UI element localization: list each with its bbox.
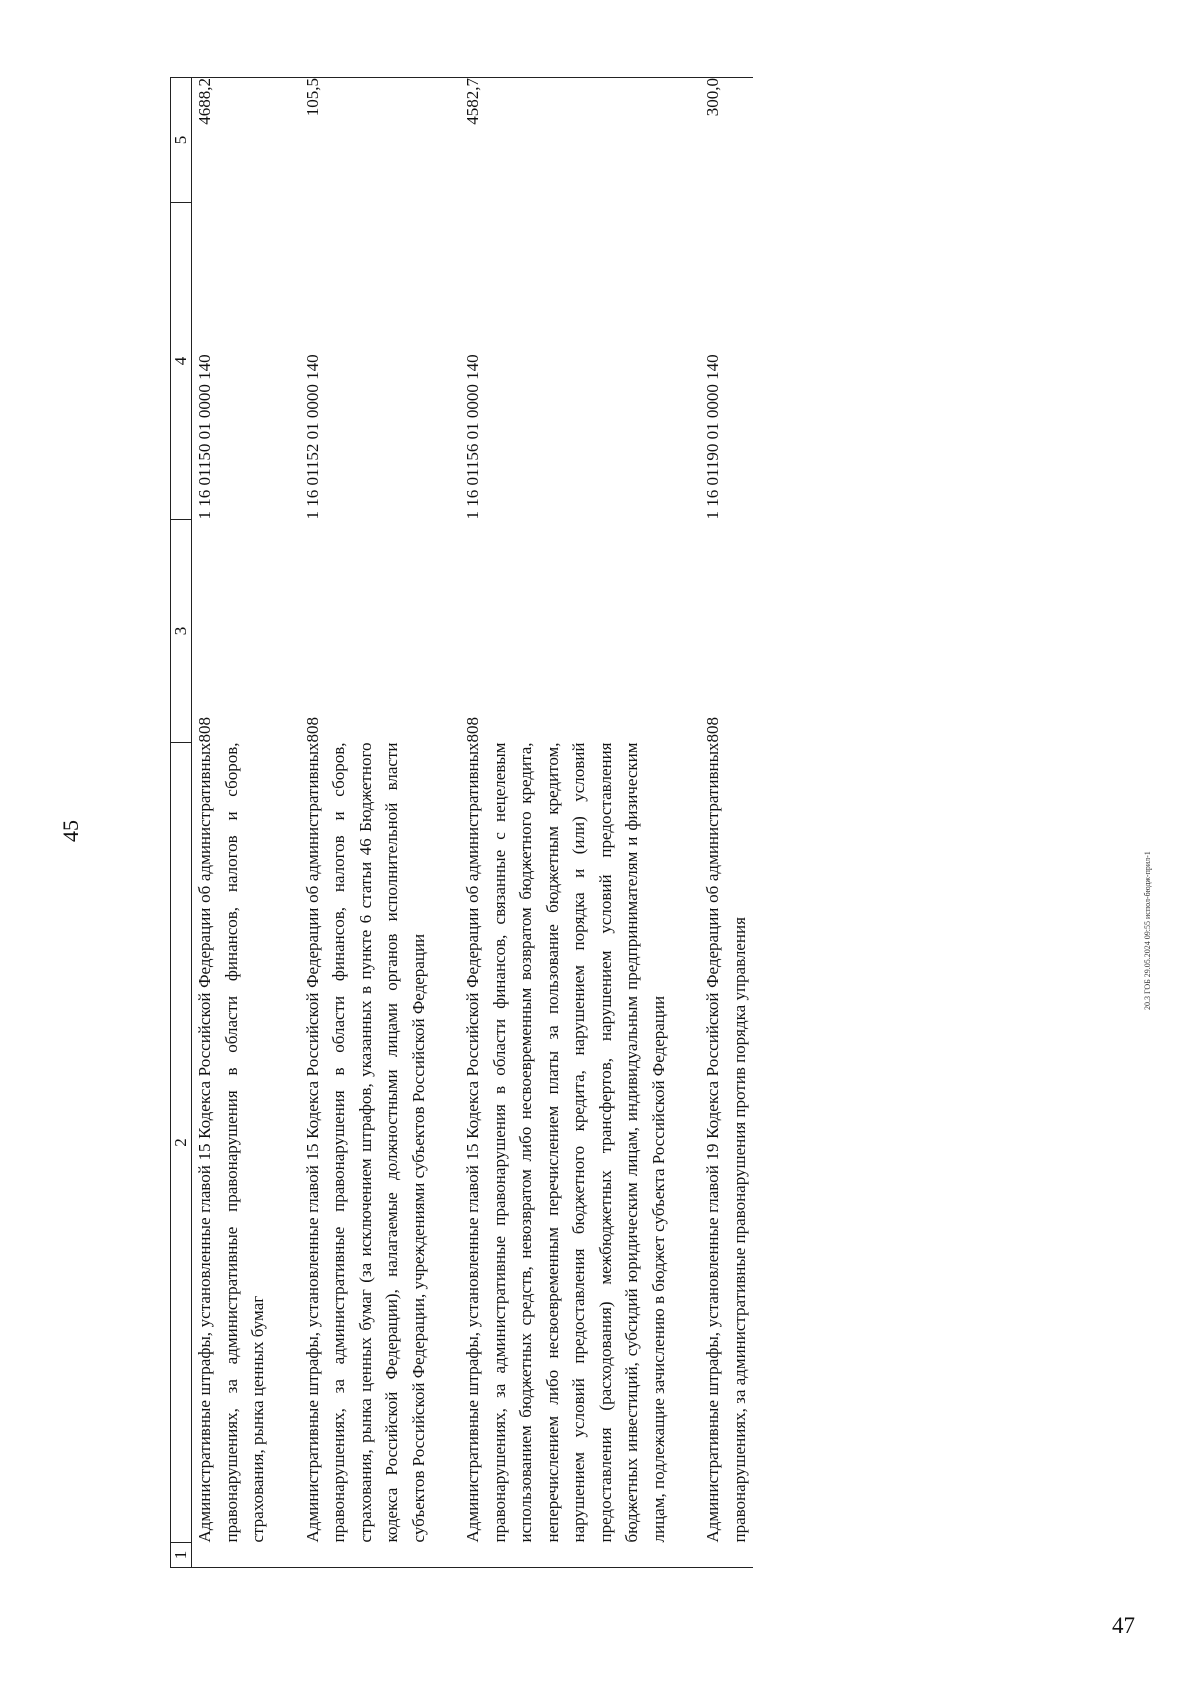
row-amount: 300,0 bbox=[700, 78, 753, 203]
row-admin-code: 808 bbox=[195, 717, 214, 743]
table-row bbox=[300, 78, 461, 1568]
row-amount: 4688,2 bbox=[192, 78, 300, 203]
row-col1 bbox=[460, 1543, 700, 1568]
row-admin-code: 808 bbox=[302, 717, 322, 743]
row-col1 bbox=[300, 1543, 461, 1568]
row-col1 bbox=[700, 1543, 753, 1568]
row-budget-code: 1 16 01156 01 0000 140 bbox=[463, 354, 482, 520]
document-table-container bbox=[170, 78, 950, 1568]
print-stamp: 20.3 ГОБ 29.05.2024 09:55 испол-бюдж-прил-1 bbox=[1143, 851, 1152, 1010]
row-amount: 4582,7 bbox=[460, 78, 700, 203]
column-number-2: 2 bbox=[171, 743, 192, 1543]
row-budget-code: 1 16 01152 01 0000 140 bbox=[302, 354, 322, 520]
row-description: Административные штрафы, установленные главой 15 Кодекса Российской Федерации об административных правонарушениях, за административные правонарушения в области финансов, связанные с нецелевым использованием бюджетных средств, невозвратом либо несвоевременным возвратом бюджетного кредита, неперечислением либо несвоевременным перечислением платы за пользование бюджетным кредитом, нарушением условий предоставления бюджетного кредита, нарушением порядка и (или) условий предоставления (расходования) межбюджетных трансфертов, нарушением условий предоставления бюджетных инвестиций, субсидий юридическим лицам, индивидуальным предпринимателям и физическим лицам, подлежащие зачислению в бюджет субъекта Российской Федерации bbox=[463, 742, 668, 1543]
sheet-number: 47 bbox=[1112, 1613, 1135, 1638]
column-number-1: 1 bbox=[171, 1543, 192, 1568]
row-amount: 105,5 bbox=[300, 78, 461, 203]
column-number-header-row bbox=[171, 78, 192, 1568]
row-budget-code: 1 16 01150 01 0000 140 bbox=[195, 354, 214, 520]
row-col1 bbox=[192, 1543, 300, 1568]
row-description: Административные штрафы, установленные главой 15 Кодекса Российской Федерации об административных правонарушениях, за административные правонарушения в области финансов, налогов и сборов, страхования, рынка ценных бумаг (за исключением штрафов, указанных в пункте 6 статьи 46 Бюджетного кодекса Российской Федерации), налагаемые должностными лицами органов исполнительной власти субъектов Российской Федерации, учреждениями субъектов Российской Федерации bbox=[302, 742, 428, 1543]
row-admin-code: 808 bbox=[463, 717, 482, 743]
page-number: 45 bbox=[58, 820, 83, 842]
row-description: Административные штрафы, установленные главой 15 Кодекса Российской Федерации об административных правонарушениях, за административные правонарушения в области финансов, налогов и сборов, страхования, рынка ценных бумаг bbox=[195, 742, 267, 1543]
table-row bbox=[192, 78, 300, 1568]
column-number-4: 4 bbox=[171, 203, 192, 520]
row-budget-code: 1 16 01190 01 0000 140 bbox=[703, 354, 722, 520]
column-number-5: 5 bbox=[171, 78, 192, 203]
row-admin-code: 808 bbox=[703, 717, 722, 743]
table-row bbox=[700, 78, 753, 1568]
revenue-table bbox=[170, 77, 753, 1568]
table-row bbox=[460, 78, 700, 1568]
row-description: Административные штрафы, установленные главой 19 Кодекса Российской Федерации об административных правонарушениях, за административные правонарушения против порядка управления bbox=[703, 742, 749, 1543]
column-number-3: 3 bbox=[171, 520, 192, 743]
